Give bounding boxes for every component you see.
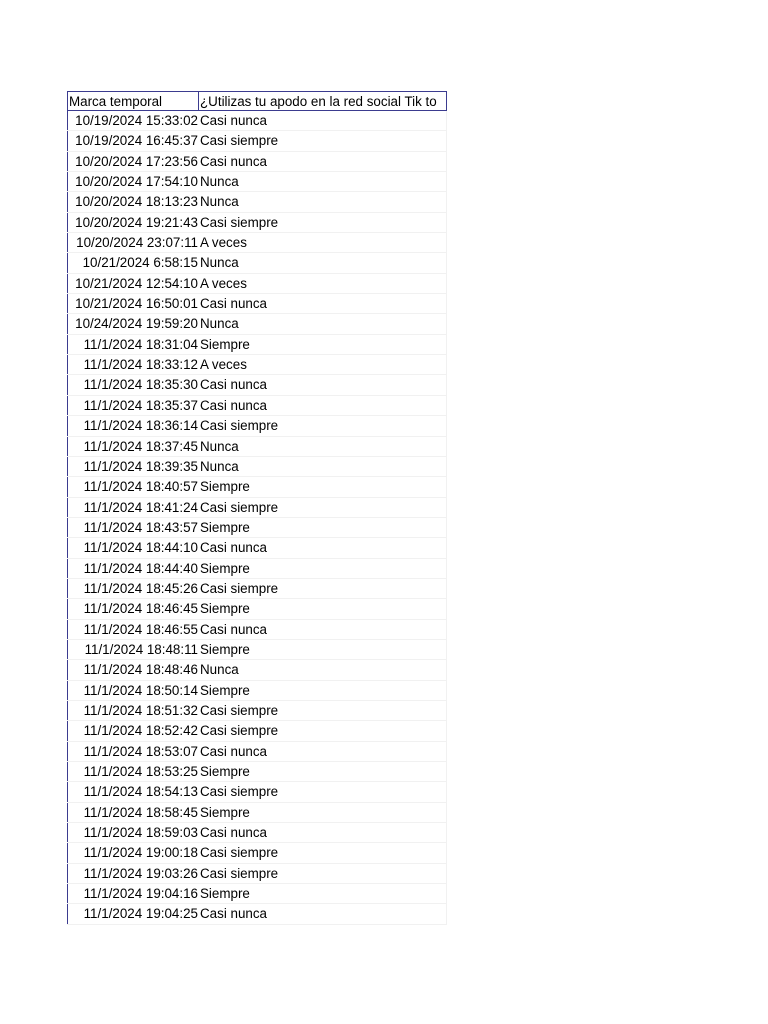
cell-answer[interactable]: Casi siempre bbox=[199, 721, 447, 740]
cell-timestamp[interactable]: 10/21/2024 6:58:15 bbox=[67, 253, 199, 272]
cell-answer[interactable]: Casi siempre bbox=[199, 213, 447, 232]
table-row bbox=[67, 457, 447, 477]
table-row bbox=[67, 823, 447, 843]
table-row bbox=[67, 681, 447, 701]
table-row bbox=[67, 742, 447, 762]
cell-answer[interactable]: A veces bbox=[199, 233, 447, 252]
cell-answer[interactable]: Casi nunca bbox=[199, 111, 447, 130]
cell-timestamp[interactable]: 10/20/2024 18:13:23 bbox=[67, 192, 199, 211]
cell-answer[interactable]: Nunca bbox=[199, 314, 447, 333]
table-row bbox=[67, 803, 447, 823]
cell-answer[interactable]: Casi nunca bbox=[199, 396, 447, 415]
cell-timestamp[interactable]: 10/19/2024 15:33:02 bbox=[67, 111, 199, 130]
cell-answer[interactable]: Casi nunca bbox=[199, 538, 447, 557]
cell-timestamp[interactable]: 11/1/2024 18:40:57 bbox=[67, 477, 199, 496]
table-row bbox=[67, 762, 447, 782]
cell-timestamp[interactable]: 11/1/2024 18:53:07 bbox=[67, 742, 199, 761]
cell-timestamp[interactable]: 11/1/2024 18:39:35 bbox=[67, 457, 199, 476]
table-row bbox=[67, 355, 447, 375]
cell-answer[interactable]: Siempre bbox=[199, 335, 447, 354]
cell-timestamp[interactable]: 10/20/2024 23:07:11 bbox=[67, 233, 199, 252]
cell-timestamp[interactable]: 11/1/2024 18:48:46 bbox=[67, 660, 199, 679]
table-header-row bbox=[67, 91, 447, 111]
table-row bbox=[67, 904, 447, 924]
table-row bbox=[67, 375, 447, 395]
table-row bbox=[67, 640, 447, 660]
cell-answer[interactable]: Siempre bbox=[199, 518, 447, 537]
cell-timestamp[interactable]: 11/1/2024 18:54:13 bbox=[67, 782, 199, 801]
header-cell-question[interactable]: ¿Utilizas tu apodo en la red social Tik to bbox=[199, 92, 447, 110]
table-row bbox=[67, 538, 447, 558]
cell-answer[interactable]: Siempre bbox=[199, 803, 447, 822]
table-row bbox=[67, 172, 447, 192]
cell-timestamp[interactable]: 11/1/2024 18:46:45 bbox=[67, 599, 199, 618]
cell-timestamp[interactable]: 11/1/2024 18:51:32 bbox=[67, 701, 199, 720]
cell-timestamp[interactable]: 10/20/2024 17:23:56 bbox=[67, 152, 199, 171]
table-row bbox=[67, 335, 447, 355]
cell-timestamp[interactable]: 11/1/2024 18:37:45 bbox=[67, 437, 199, 456]
cell-timestamp[interactable]: 11/1/2024 19:00:18 bbox=[67, 843, 199, 862]
table-row bbox=[67, 498, 447, 518]
table-row bbox=[67, 213, 447, 233]
table-row bbox=[67, 416, 447, 436]
cell-timestamp[interactable]: 11/1/2024 18:50:14 bbox=[67, 681, 199, 700]
table-row bbox=[67, 477, 447, 497]
table-row bbox=[67, 559, 447, 579]
cell-timestamp[interactable]: 10/20/2024 19:21:43 bbox=[67, 213, 199, 232]
cell-answer[interactable]: Nunca bbox=[199, 192, 447, 211]
cell-answer[interactable]: Nunca bbox=[199, 172, 447, 191]
cell-timestamp[interactable]: 11/1/2024 18:43:57 bbox=[67, 518, 199, 537]
cell-timestamp[interactable]: 10/24/2024 19:59:20 bbox=[67, 314, 199, 333]
table-row bbox=[67, 437, 447, 457]
cell-timestamp[interactable]: 11/1/2024 19:03:26 bbox=[67, 864, 199, 883]
table-row bbox=[67, 274, 447, 294]
table-row bbox=[67, 294, 447, 314]
cell-answer[interactable]: Casi nunca bbox=[199, 620, 447, 639]
table-row bbox=[67, 314, 447, 334]
cell-answer[interactable]: Casi nunca bbox=[199, 904, 447, 923]
cell-answer[interactable]: Casi siempre bbox=[199, 131, 447, 150]
cell-timestamp[interactable]: 11/1/2024 18:35:30 bbox=[67, 375, 199, 394]
cell-answer[interactable]: Siempre bbox=[199, 681, 447, 700]
table-row bbox=[67, 701, 447, 721]
table-row bbox=[67, 721, 447, 741]
cell-answer[interactable]: Siempre bbox=[199, 884, 447, 903]
cell-answer[interactable]: Casi nunca bbox=[199, 742, 447, 761]
cell-timestamp[interactable]: 11/1/2024 18:31:04 bbox=[67, 335, 199, 354]
cell-timestamp[interactable]: 11/1/2024 19:04:25 bbox=[67, 904, 199, 923]
table-row bbox=[67, 620, 447, 640]
cell-answer[interactable]: A veces bbox=[199, 355, 447, 374]
cell-timestamp[interactable]: 10/20/2024 17:54:10 bbox=[67, 172, 199, 191]
cell-answer[interactable]: Siempre bbox=[199, 477, 447, 496]
table-row bbox=[67, 518, 447, 538]
cell-answer[interactable]: Casi siempre bbox=[199, 498, 447, 517]
cell-answer[interactable]: Nunca bbox=[199, 437, 447, 456]
cell-answer[interactable]: Casi siempre bbox=[199, 579, 447, 598]
spreadsheet-table bbox=[67, 91, 447, 925]
table-row bbox=[67, 233, 447, 253]
cell-answer[interactable]: Casi nunca bbox=[199, 294, 447, 313]
table-row bbox=[67, 579, 447, 599]
table-row bbox=[67, 782, 447, 802]
cell-answer[interactable]: Casi nunca bbox=[199, 152, 447, 171]
cell-answer[interactable]: Casi siempre bbox=[199, 416, 447, 435]
cell-timestamp[interactable]: 11/1/2024 18:33:12 bbox=[67, 355, 199, 374]
cell-timestamp[interactable]: 11/1/2024 18:48:11 bbox=[67, 640, 199, 659]
cell-timestamp[interactable]: 11/1/2024 18:59:03 bbox=[67, 823, 199, 842]
cell-timestamp[interactable]: 11/1/2024 18:35:37 bbox=[67, 396, 199, 415]
table-row bbox=[67, 253, 447, 273]
cell-timestamp[interactable]: 11/1/2024 18:41:24 bbox=[67, 498, 199, 517]
table-row bbox=[67, 192, 447, 212]
cell-answer[interactable]: Siempre bbox=[199, 559, 447, 578]
cell-timestamp[interactable]: 11/1/2024 18:53:25 bbox=[67, 762, 199, 781]
cell-timestamp[interactable]: 11/1/2024 19:04:16 bbox=[67, 884, 199, 903]
cell-answer[interactable]: Nunca bbox=[199, 253, 447, 272]
header-cell-timestamp[interactable]: Marca temporal bbox=[67, 92, 199, 110]
cell-timestamp[interactable]: 11/1/2024 18:46:55 bbox=[67, 620, 199, 639]
table-row bbox=[67, 660, 447, 680]
cell-answer[interactable]: Siempre bbox=[199, 599, 447, 618]
cell-timestamp[interactable]: 11/1/2024 18:44:10 bbox=[67, 538, 199, 557]
cell-answer[interactable]: Nunca bbox=[199, 660, 447, 679]
cell-timestamp[interactable]: 10/19/2024 16:45:37 bbox=[67, 131, 199, 150]
table-row bbox=[67, 396, 447, 416]
cell-answer[interactable]: Casi siempre bbox=[199, 782, 447, 801]
table-row bbox=[67, 884, 447, 904]
table-row bbox=[67, 843, 447, 863]
cell-answer[interactable]: Siempre bbox=[199, 640, 447, 659]
table-body bbox=[67, 111, 447, 925]
cell-timestamp[interactable]: 11/1/2024 18:58:45 bbox=[67, 803, 199, 822]
cell-timestamp[interactable]: 11/1/2024 18:36:14 bbox=[67, 416, 199, 435]
table-row bbox=[67, 599, 447, 619]
cell-answer[interactable]: Casi siempre bbox=[199, 843, 447, 862]
cell-timestamp[interactable]: 10/21/2024 12:54:10 bbox=[67, 274, 199, 293]
cell-answer[interactable]: Nunca bbox=[199, 457, 447, 476]
cell-timestamp[interactable]: 11/1/2024 18:44:40 bbox=[67, 559, 199, 578]
table-row bbox=[67, 131, 447, 151]
table-row bbox=[67, 111, 447, 131]
cell-answer[interactable]: Siempre bbox=[199, 762, 447, 781]
cell-answer[interactable]: Casi nunca bbox=[199, 823, 447, 842]
table-row bbox=[67, 864, 447, 884]
table-row bbox=[67, 152, 447, 172]
cell-answer[interactable]: Casi siempre bbox=[199, 701, 447, 720]
cell-answer[interactable]: A veces bbox=[199, 274, 447, 293]
cell-answer[interactable]: Casi siempre bbox=[199, 864, 447, 883]
cell-answer[interactable]: Casi nunca bbox=[199, 375, 447, 394]
cell-timestamp[interactable]: 11/1/2024 18:52:42 bbox=[67, 721, 199, 740]
cell-timestamp[interactable]: 11/1/2024 18:45:26 bbox=[67, 579, 199, 598]
cell-timestamp[interactable]: 10/21/2024 16:50:01 bbox=[67, 294, 199, 313]
